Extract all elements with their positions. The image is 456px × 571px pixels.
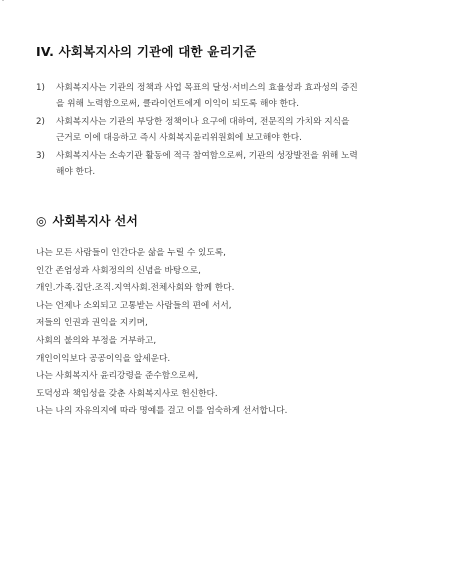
ethics-list (36, 80, 432, 182)
item-number: 2) (36, 117, 45, 127)
oath-line: 개인.가족.집단.조직.지역사회.전체사회와 함께 한다. (36, 283, 235, 294)
oath-line: 저들의 인권과 권익을 지키며, (36, 318, 148, 329)
section-title: IV. 사회복지사의 기관에 대한 윤리기준 (36, 44, 257, 59)
double-circle-icon: ◎ (36, 214, 47, 228)
ethics-item (36, 148, 432, 180)
oath-lines (36, 245, 436, 421)
oath-line: 나는 언제나 소외되고 고통받는 사람들의 편에 서서, (36, 300, 232, 311)
oath-line: 사회의 불의와 부정을 거부하고, (36, 335, 157, 346)
item-text-line: 사회복지사는 기관의 정책과 사업 목표의 달성·서비스의 효율성과 효과성의 증진 (56, 83, 358, 93)
oath-line: 인간 존엄성과 사회정의의 신념을 바탕으로, (36, 265, 201, 276)
item-number: 3) (36, 151, 45, 161)
corner-mark: ˇ (1, 0, 5, 8)
ethics-item (36, 114, 432, 146)
oath-title-text: 사회복지사 선서 (52, 214, 138, 228)
item-text-line: 을 위해 노력함으로써, 클라이언트에게 이익이 되도록 해야 한다. (56, 99, 300, 109)
item-text-line: 근거로 이에 대응하고 즉시 사회복지윤리위원회에 보고해야 한다. (56, 133, 302, 143)
oath-line: 나는 나의 자유의지에 따라 명예를 걸고 이를 엄숙하게 선서합니다. (36, 406, 288, 417)
oath-title (36, 212, 138, 229)
oath-line: 개인이익보다 공공이익을 앞세운다. (36, 353, 171, 364)
oath-line: 도덕성과 책임성을 갖춘 사회복지사로 헌신한다. (36, 388, 218, 399)
item-text-line: 해야 한다. (56, 167, 96, 177)
item-text-line: 사회복지사는 기관의 부당한 정책이나 요구에 대하여, 전문직의 가치와 지식을 (56, 117, 350, 127)
item-number: 1) (36, 83, 45, 93)
oath-line: 나는 사회복지사 윤리강령을 준수함으로써, (36, 371, 199, 382)
item-text-line: 사회복지사는 소속기관 활동에 적극 참여함으로써, 기관의 성장발전을 위해 노력 (56, 151, 358, 161)
oath-line: 나는 모든 사람들이 인간다운 삶을 누릴 수 있도록, (36, 248, 226, 258)
ethics-item (36, 80, 432, 112)
